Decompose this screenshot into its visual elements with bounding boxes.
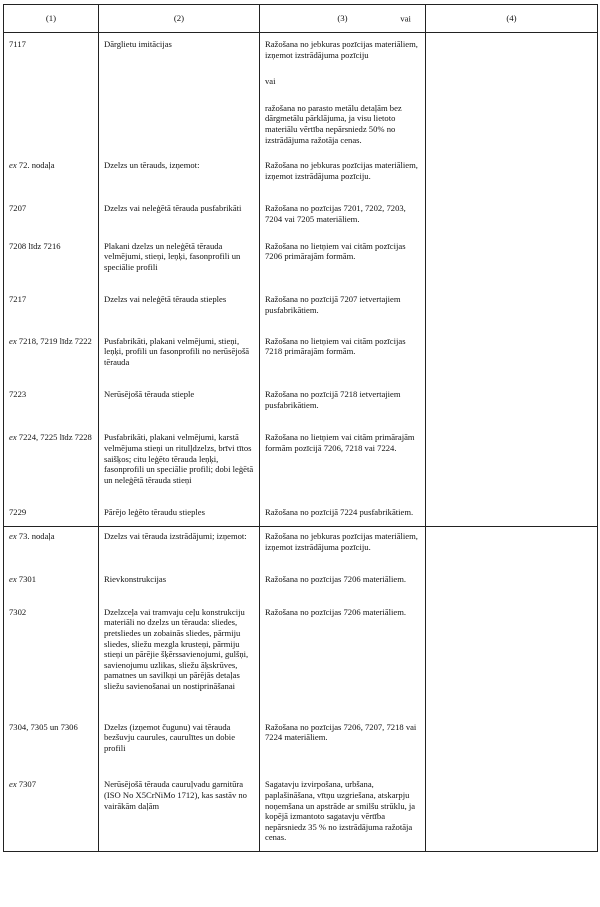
table-row	[4, 282, 598, 325]
description-cell: Dzelzs vai neleģētā tērauda pusfabrikāti	[99, 191, 260, 230]
heading-code-cell	[4, 710, 99, 768]
working-rule-cell	[260, 595, 426, 710]
heading-code-cell	[4, 282, 99, 325]
table-row	[4, 562, 598, 595]
ex-prefix: ex	[9, 335, 17, 346]
rule-text: Ražošana no pozīcijā 7224 pusfabrikātiem.	[265, 507, 414, 518]
alternative-rule-cell	[426, 191, 598, 230]
working-rule-cell	[260, 562, 426, 595]
rule-text: Ražošana no pozīcijas 7206, 7207, 7218 vai 7224 materiāliem.	[265, 721, 417, 743]
heading-code: 7229	[9, 507, 27, 518]
rule-text: Ražošana no pozīcijā 7207 ietvertajiem pusfabrikātiem.	[265, 294, 401, 315]
alternative-rule-cell	[426, 377, 598, 420]
alternative-rule-cell	[426, 710, 598, 768]
description-cell: Plakani dzelzs un neleģētā tērauda velmējumi, stieņi, leņķi, fasonprofili un speciālie profili	[99, 231, 260, 283]
heading-code: 7224, 7225 līdz 7228	[18, 432, 92, 443]
ex-prefix: ex	[9, 432, 17, 443]
rules-table	[3, 4, 598, 852]
description-cell: Pusfabrikāti, plakani velmējumi, karstā velmējuma stieņi un ritulļdzelzs, brīvi tītos saišķos; citu leģēto tērauda leņķi, fasonprofili un speciālie profili; dobi leģētā un neleģētā tērauda stieņi	[99, 420, 260, 495]
alternative-rule-cell	[426, 326, 598, 378]
alternative-rule-cell	[426, 231, 598, 283]
heading-code-cell	[4, 420, 99, 495]
heading-code-cell	[4, 767, 99, 851]
rule-text: Ražošana no jebkuras pozīcijas materiāliem, izņemot izstrādājuma pozīciju	[265, 39, 418, 60]
description-cell: Dzelzs vai tērauda izstrādājumi; izņemot:	[99, 527, 260, 563]
alternative-rule-cell	[426, 495, 598, 526]
alternative-rule-cell	[426, 562, 598, 595]
rule-text: Ražošana no pozīcijas 7206 materiāliem.	[265, 606, 407, 617]
heading-code: 7208 līdz 7216	[9, 240, 61, 251]
heading-code: 7117	[9, 39, 26, 49]
alternative-rule-cell	[426, 595, 598, 710]
description-cell: Pārējo leģēto tēraudu stieples	[99, 495, 260, 526]
header-col-3	[260, 5, 426, 33]
description-cell: Pusfabrikāti, plakani velmējumi, stieņi, leņķi, profili un fasonprofili no nerūsējošā tērauda	[99, 326, 260, 378]
table-row	[4, 767, 598, 851]
alternative-rule-cell	[426, 33, 598, 149]
description-cell: Dzelzs vai neleģētā tērauda stieples	[99, 282, 260, 325]
rule-text: Ražošana no lietņiem vai citām primārajām formām pozīcijā 7206, 7218 vai 7224.	[265, 432, 415, 454]
header-col-3-or: vai	[400, 13, 411, 24]
working-rule-cell	[260, 231, 426, 283]
working-rule-cell	[260, 527, 426, 563]
alternative-rule-cell	[426, 148, 598, 191]
working-rule-cell	[260, 148, 426, 191]
description-cell: Nerūsējošā tērauda stieple	[99, 377, 260, 420]
heading-code-cell	[4, 527, 99, 563]
heading-code: 7217	[9, 294, 27, 305]
working-rule-cell	[260, 495, 426, 526]
heading-code: 72. nodaļa	[18, 160, 55, 171]
heading-code-cell	[4, 33, 99, 149]
header-col-3-label: (3)	[337, 13, 348, 24]
table-row	[4, 710, 598, 768]
heading-code-cell	[4, 326, 99, 378]
working-rule-cell	[260, 33, 426, 149]
description-cell: Dzelzceļa vai tramvaju ceļu konstrukciju materiāli no dzelzs un tērauda: sliedes, pretsliedes un zobainās sliedes, pārmiju sliedes, sliežu mezgla krusteņi, pārmiju stieņi un pārējie šķērssavienojumi, gulšņi, savienojumu uzlikas, sliežu āķskrūves, pamatnes un savilkņi un pārējās detaļas sliežu savienošanai un nostiprināšanai	[99, 595, 260, 710]
description-cell: Rievkonstrukcijas	[99, 562, 260, 595]
header-row	[4, 5, 598, 33]
heading-code: 7223	[9, 389, 27, 400]
working-rule-cell	[260, 377, 426, 420]
rule-text: Ražošana no pozīcijā 7218 ietvertajiem pusfabrikātiem.	[265, 389, 401, 410]
heading-code-cell	[4, 562, 99, 595]
alternative-rule-cell	[426, 282, 598, 325]
table-row	[4, 377, 598, 420]
heading-code: 7302	[9, 606, 27, 617]
heading-code: 7307	[18, 779, 36, 790]
working-rule-cell	[260, 191, 426, 230]
table-body	[4, 33, 598, 852]
table-row	[4, 326, 598, 378]
ex-prefix: ex	[9, 160, 17, 171]
rule-text: Sagatavju izvirpošana, urbšana, paplašināšana, vītņu uzgriešana, atskarpju noņemšana un apstrāde ar smilšu strūklu, ja kopējā izmantoto sagatavju vērtība nepārsniedz 35 % no izstrādājuma ražotāja cenas.	[265, 779, 416, 843]
heading-code-cell	[4, 377, 99, 420]
rule-text: Ražošana no jebkuras pozīcijas materiāliem, izņemot izstrādājuma pozīciju.	[265, 531, 418, 552]
heading-code: 7304, 7305 un 7306	[9, 721, 78, 732]
header-col-1: (1)	[4, 5, 99, 33]
header-col-4: (4)	[426, 5, 598, 33]
working-rule-cell	[260, 420, 426, 495]
working-rule-cell	[260, 282, 426, 325]
ex-prefix: ex	[9, 531, 17, 542]
ex-prefix: ex	[9, 574, 17, 585]
heading-code-cell	[4, 148, 99, 191]
header-col-2: (2)	[99, 5, 260, 33]
heading-code-cell	[4, 191, 99, 230]
heading-code-cell	[4, 495, 99, 526]
alternative-rule-cell	[426, 420, 598, 495]
heading-code: 7218, 7219 līdz 7222	[18, 335, 92, 346]
alternative-rule-cell	[426, 767, 598, 851]
alternative-rule-cell	[426, 527, 598, 563]
working-rule-cell	[260, 326, 426, 378]
table-row	[4, 33, 598, 149]
table-row	[4, 495, 598, 526]
table-row	[4, 231, 598, 283]
rule-text: Ražošana no pozīcijas 7201, 7202, 7203, 7204 vai 7205 materiāliem.	[265, 203, 406, 224]
description-cell: Dzelzs un tērauds, izņemot:	[99, 148, 260, 191]
rule-text: vai	[265, 76, 276, 87]
heading-code: 7301	[18, 574, 36, 585]
heading-code: 7207	[9, 203, 27, 214]
rule-text: Ražošana no pozīcijas 7206 materiāliem.	[265, 574, 407, 585]
heading-code-cell	[4, 595, 99, 710]
rule-text: ražošana no parasto metālu detaļām bez dārgmetālu pārklājuma, ja visu lietoto materiālu vērtība nepārsniedz 50% no izstrādājuma ražotāja cenas.	[265, 102, 402, 145]
ex-prefix: ex	[9, 779, 17, 790]
rule-text: Ražošana no jebkuras pozīcijas materiāliem, izņemot izstrādājuma pozīciju.	[265, 160, 418, 181]
table-row	[4, 595, 598, 710]
working-rule-cell	[260, 710, 426, 768]
heading-code-cell	[4, 231, 99, 283]
heading-code: 73. nodaļa	[18, 531, 55, 542]
table-row	[4, 148, 598, 191]
table-row	[4, 420, 598, 495]
working-rule-cell	[260, 767, 426, 851]
rule-text: Ražošana no lietņiem vai citām pozīcijas 7206 primārajām formām.	[265, 240, 406, 262]
description-cell: Dārglietu imitācijas	[99, 33, 260, 149]
rule-text: Ražošana no lietņiem vai citām pozīcijas 7218 primārajām formām.	[265, 335, 406, 357]
table-row	[4, 527, 598, 563]
description-cell: Dzelzs (izņemot čugunu) vai tērauda bezšuvju caurules, caurulītes un dobie profili	[99, 710, 260, 768]
description-cell: Nerūsējošā tērauda cauruļvadu garnitūra (ISO No X5CrNiMo 1712), kas sastāv no vairākām daļām	[99, 767, 260, 851]
table-row	[4, 191, 598, 230]
